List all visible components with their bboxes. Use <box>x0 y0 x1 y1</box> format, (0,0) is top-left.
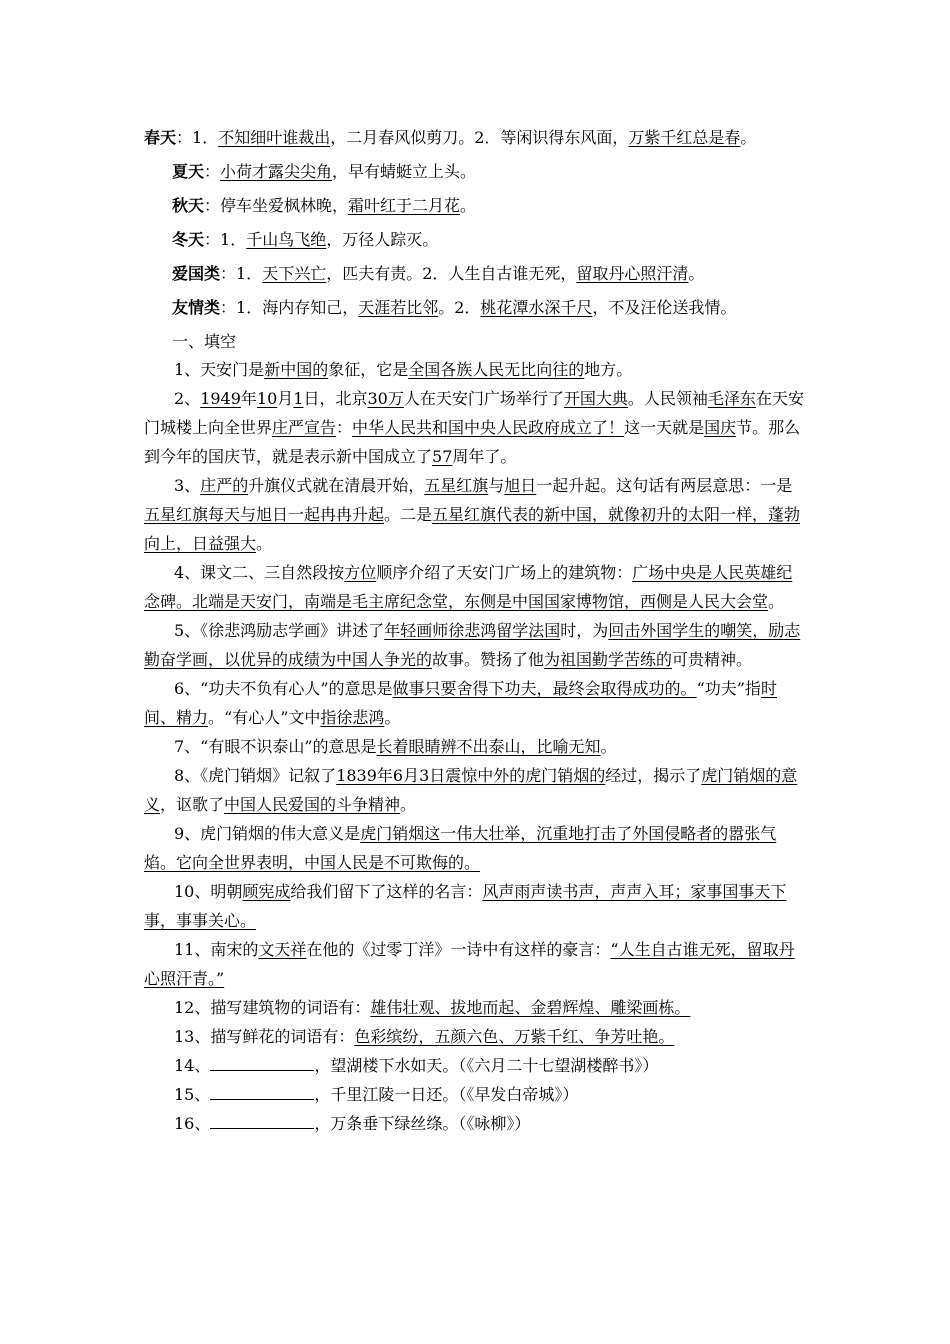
answer-blank[interactable] <box>210 1056 314 1071</box>
poem-summer: 夏天：小荷才露尖尖角，早有蜻蜓立上头。 <box>172 162 477 181</box>
label-spring: 春天 <box>144 128 177 147</box>
item-1: 1、天安门是新中国的象征，它是全国各族人民无比向往的地方。 <box>174 360 633 379</box>
item-14: 14、 ，望湖楼下水如天。（《六月二十七望湖楼醉书》） <box>174 1056 659 1075</box>
poem-spring: 春天：1．不知细叶谁裁出，二月春风似剪刀。2．等闲识得东风面，万紫千红总是春。 <box>144 128 757 147</box>
item-4: 4、课文二、三自然段按方位顺序介绍了天安门广场上的建筑物：广场中央是人民英雄纪念碑。北端是天安门，南端是毛主席纪念堂，东侧是中国国家博物馆，西侧是人民大会堂。 <box>144 563 793 611</box>
item-5: 5、《徐悲鸿励志学画》讲述了年轻画师徐悲鸿留学法国时，为回击外国学生的嘲笑，励志勤奋学画，以优异的成绩为中国人争光的故事。赞扬了他为祖国勤学苦练的可贵精神。 <box>144 621 801 669</box>
item-7: 7、“有眼不识泰山”的意思是长着眼睛辨不出泰山，比喻无知。 <box>174 737 617 756</box>
item-10: 10、明朝顾宪成给我们留下了这样的名言：风声雨声读书声，声声入耳；家事国事天下事，事事关心。 <box>144 882 787 930</box>
item-3: 3、庄严的升旗仪式就在清晨开始，五星红旗与旭日一起升起。这句话有两层意思：一是五星红旗每天与旭日一起冉冉升起。二是五星红旗代表的新中国，就像初升的太阳一样，蓬勃向上，日益强大。 <box>144 476 801 553</box>
item-11: 11、南宋的文天祥在他的《过零丁洋》一诗中有这样的豪言：“人生自古谁无死，留取丹心照汗青。” <box>144 940 795 988</box>
poem-patriotic: 爱国类：1．天下兴亡，匹夫有责。2．人生自古谁无死，留取丹心照汗清。 <box>172 264 705 283</box>
item-2: 2、1949年10月1日，北京30万人在天安门广场举行了开国大典。人民领袖毛泽东在天安门城楼上向全世界庄严宣告：中华人民共和国中央人民政府成立了！这一天就是国庆节。那么到今年的国庆节，就是表示新中国成立了57周年了。 <box>144 389 804 466</box>
item-13: 13、描写鲜花的词语有：色彩缤纷，五颜六色、万紫千红、争芳吐艳。 <box>174 1027 675 1046</box>
label-winter: 冬天 <box>172 230 205 249</box>
section-title: 一、填空 <box>172 332 237 351</box>
item-12: 12、描写建筑物的词语有：雄伟壮观、拔地而起、金碧辉煌、雕梁画栋。 <box>174 998 691 1017</box>
item-15: 15、 ，千里江陵一日还。（《早发白帝城》） <box>174 1085 579 1104</box>
poem-friendship: 友情类：1．海内存知己，天涯若比邻。2．桃花潭水深千尺，不及汪伦送我情。 <box>172 298 737 317</box>
poem-autumn: 秋天：停车坐爱枫林晚，霜叶红于二月花。 <box>172 196 477 215</box>
label-friendship: 友情类 <box>172 298 221 317</box>
item-8: 8、《虎门销烟》记叙了1839年6月3日震惊中外的虎门销烟的经过，揭示了虎门销烟的意义，讴歌了中国人民爱国的斗争精神。 <box>144 766 798 814</box>
poem-winter: 冬天：1．千山鸟飞绝，万径人踪灭。 <box>172 230 439 249</box>
label-summer: 夏天 <box>172 162 205 181</box>
answer-blank[interactable] <box>210 1085 314 1100</box>
label-autumn: 秋天 <box>172 196 205 215</box>
label-patriotic: 爱国类 <box>172 264 221 283</box>
answer-blank[interactable] <box>210 1114 314 1129</box>
item-9: 9、虎门销烟的伟大意义是虎门销烟这一伟大壮举，沉重地打击了外国侵略者的嚣张气焰。它向全世界表明，中国人民是不可欺侮的。 <box>144 824 777 872</box>
fill-in-items <box>144 355 808 1138</box>
item-16: 16、 ，万条垂下绿丝绦。（《咏柳》） <box>174 1114 531 1133</box>
item-6: 6、“功夫不负有心人”的意思是做事只要舍得下功夫，最终会取得成功的。“功夫”指时间、精力。“有心人”文中指徐悲鸿。 <box>144 679 777 727</box>
